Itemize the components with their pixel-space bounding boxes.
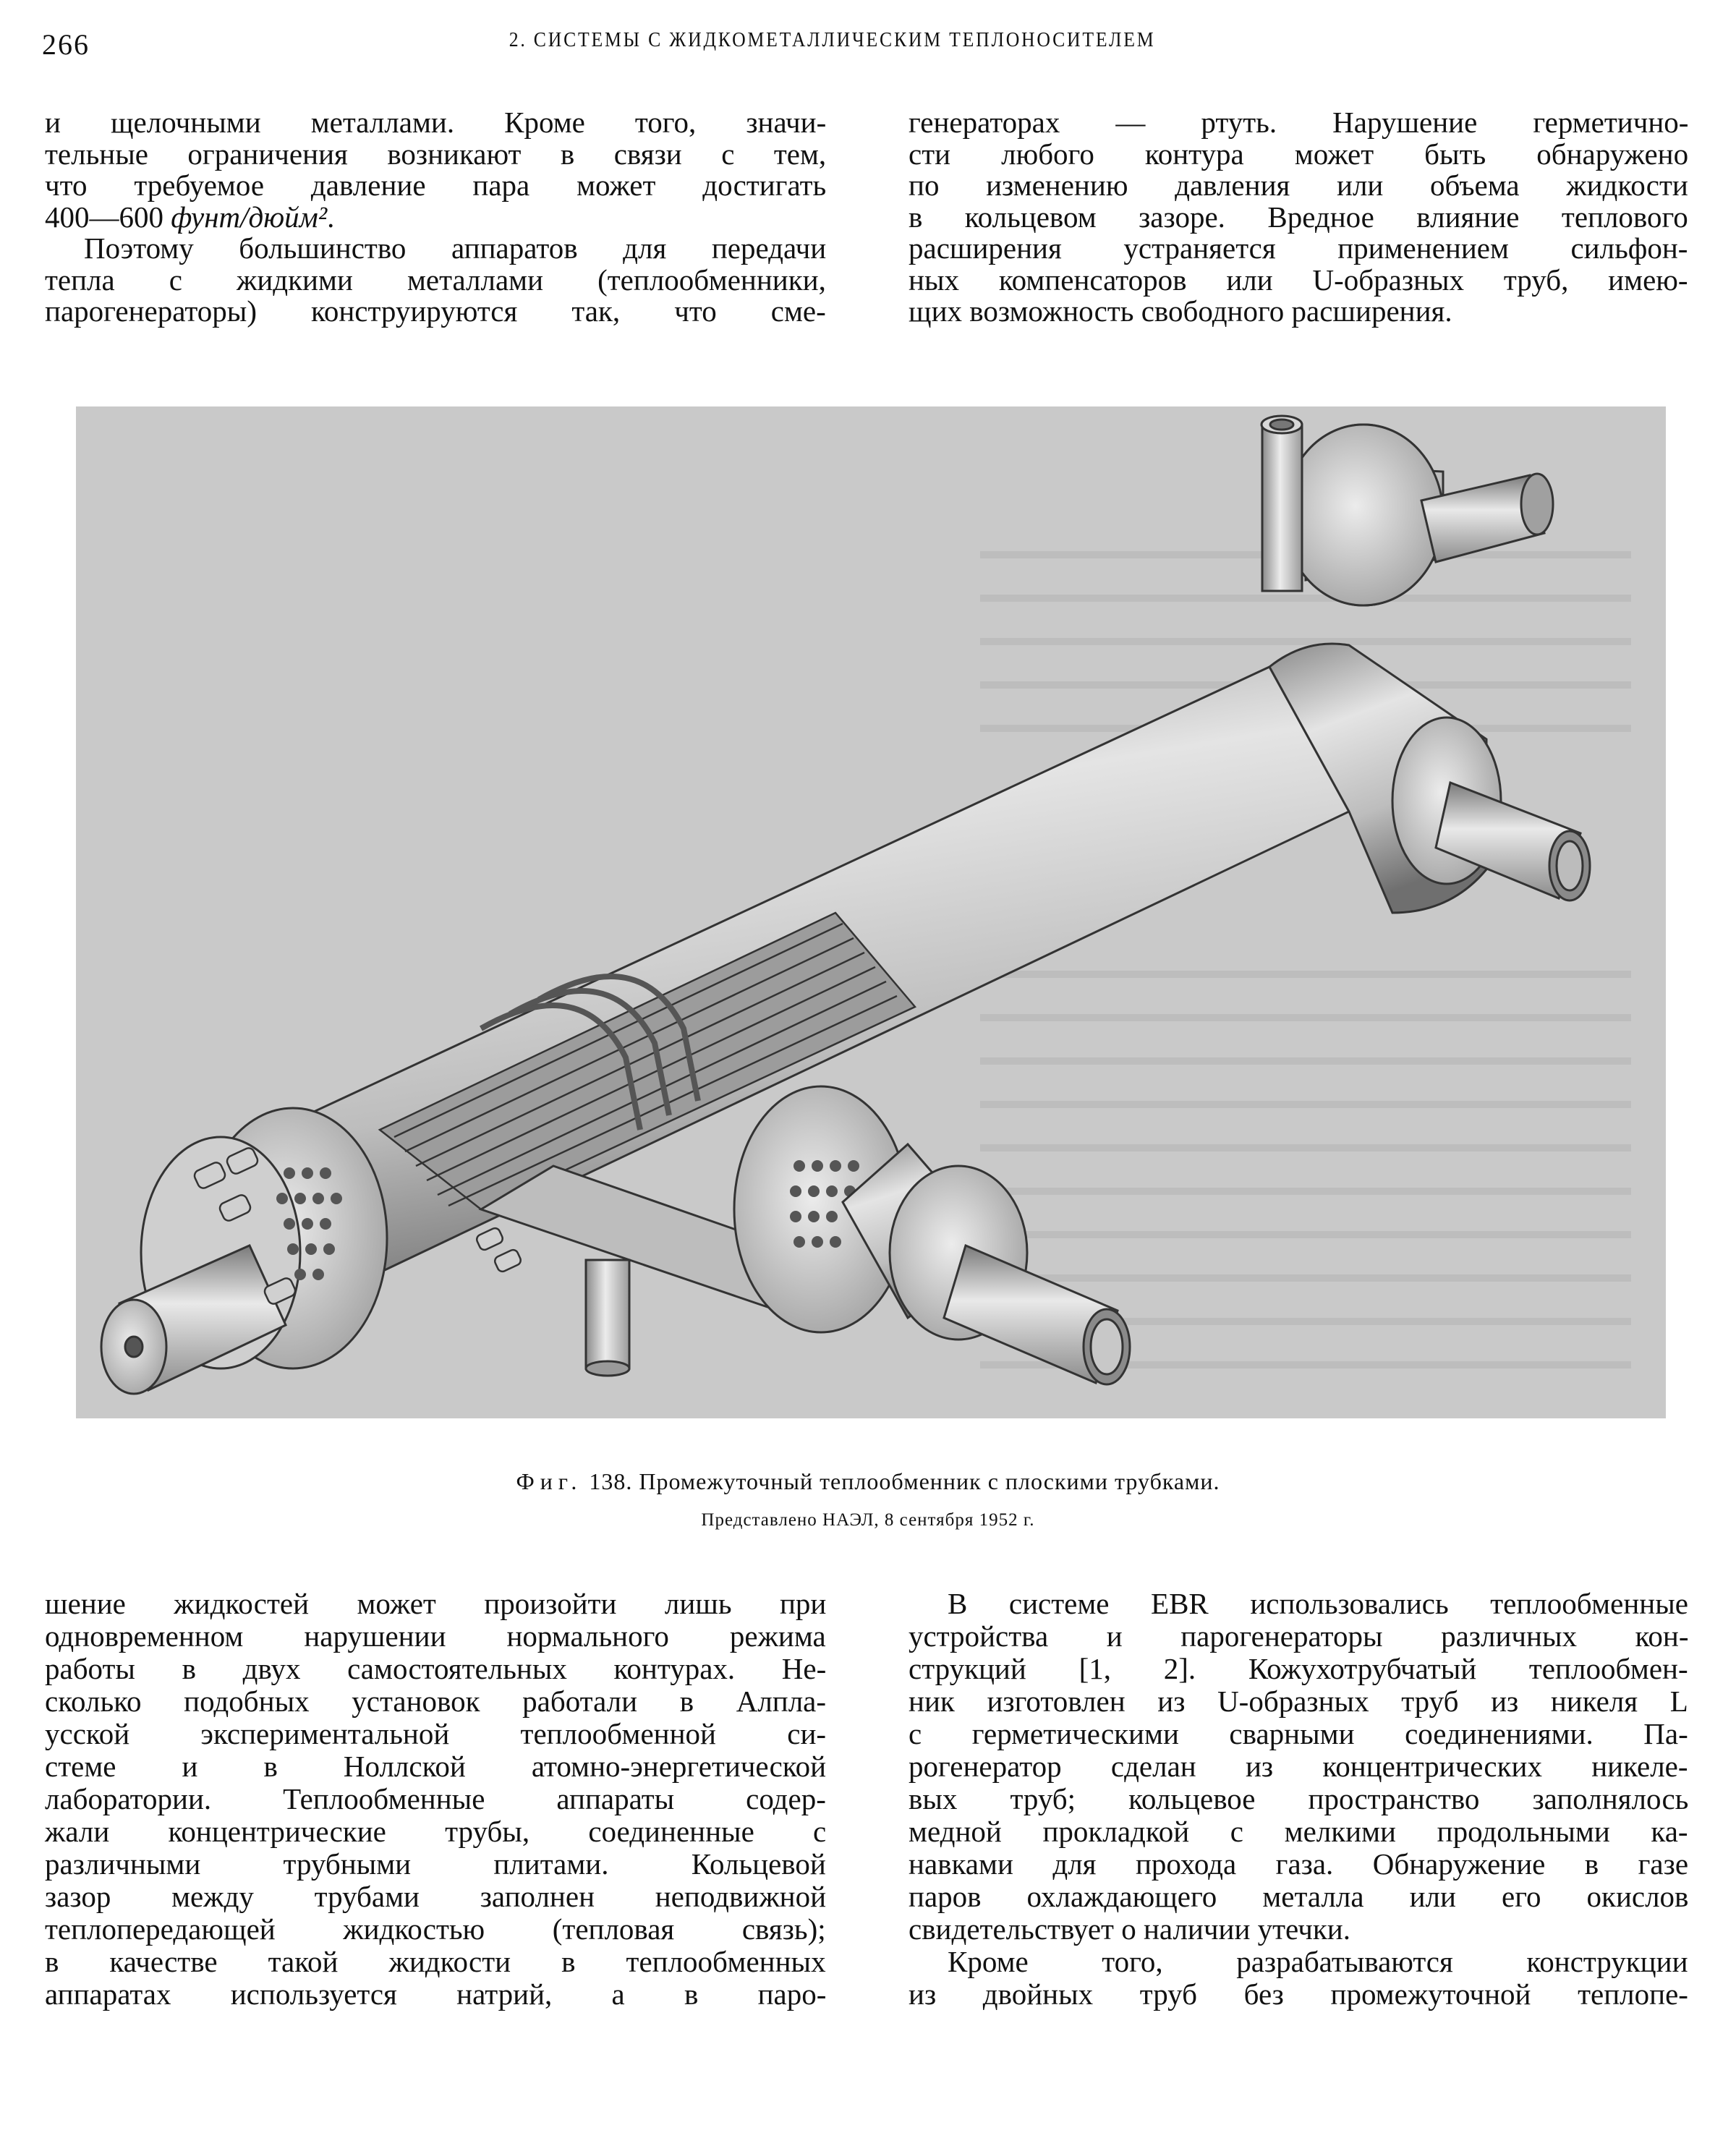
page-number: 266 (42, 28, 90, 61)
text-line: устройства и парогенераторы различных кон- (909, 1619, 1689, 1653)
text-line: вых труб; кольцевое пространство заполнялось (909, 1782, 1689, 1815)
text-line: одновременном нарушении нормального режима (45, 1619, 826, 1653)
text-line: ных компенсаторов или U-образных труб, имею- (909, 263, 1688, 297)
text-line: по изменению давления или объема жидкости (909, 169, 1688, 202)
text-line: усской экспериментальной теплообменной си- (45, 1717, 827, 1750)
text-line: Поэтому большинство аппаратов для передачи (84, 231, 827, 265)
bottom-drain-pipe (586, 1260, 629, 1376)
text-line: ник изготовлен из U-образных труб из никеля L (909, 1685, 1688, 1718)
pressure-value: 400—600 (45, 200, 163, 234)
text-line: струкций [1, 2]. Кожухотрубчатый теплообмен- (909, 1652, 1688, 1685)
text-line (45, 202, 826, 234)
text-line: навками для прохода газа. Обнаружение в газе (909, 1847, 1689, 1881)
text-line: и щелочными металлами. Кроме того, значи- (45, 106, 827, 139)
text-line: из двойных труб без промежуточной теплопе- (909, 1977, 1688, 2011)
text-line: генераторах — ртуть. Нарушение герметично- (909, 106, 1689, 139)
text-line: тепла с жидкими металлами (теплообменники, (45, 263, 826, 297)
text-line: сколько подобных установок работали в Алпла- (45, 1685, 827, 1718)
figure-heat-exchanger (76, 406, 1666, 1418)
text-line: сти любого контура может быть обнаружено (909, 137, 1689, 171)
text-line: стеме и в Ноллской атомно-энергетической (45, 1750, 827, 1783)
text-line: свидетельствует о наличии утечки. (909, 1912, 1350, 1946)
figure-label: Фиг. (516, 1468, 583, 1494)
text-line: шение жидкостей может произойти лишь при (45, 1587, 827, 1620)
text-line: расширения устраняется применением сильфон- (909, 231, 1688, 265)
text-line: В системе EBR использовались теплообменные (948, 1587, 1688, 1620)
text-line: с герметическими сварными соединениями. Па- (909, 1717, 1688, 1750)
top-left-column (45, 107, 826, 328)
text-line: щих возможность свободного расширения. (909, 294, 1452, 328)
figure-credit: Представлено НАЭЛ, 8 сентября 1952 г. (701, 1510, 1035, 1530)
text-line: в кольцевом зазоре. Вредное влияние теплового (909, 200, 1688, 234)
text-line: зазор между трубами заполнен неподвижной (45, 1880, 827, 1913)
text-line: аппаратах используется натрий, а в паро- (45, 1977, 827, 2011)
running-head: 2. СИСТЕМЫ С ЖИДКОМЕТАЛЛИЧЕСКИМ ТЕПЛОНОСИТЕЛЕМ (509, 29, 1156, 51)
text-line: работы в двух самостоятельных контурах. Не- (45, 1652, 827, 1685)
text-line: лаборатории. Теплообменные аппараты содер- (45, 1782, 826, 1815)
vertical-vent-pipe (1261, 416, 1302, 591)
text-line: различными трубными плитами. Кольцевой (45, 1847, 826, 1881)
text-line: в качестве такой жидкости в теплообменных (45, 1945, 826, 1978)
figure-title: 138. Промежуточный теплообменник с плоскими трубками. (589, 1468, 1220, 1494)
text-line: парогенераторы) конструируются так, что сме- (45, 294, 826, 328)
text-line: тельные ограничения возникают в связи с тем, (45, 137, 827, 171)
bottom-right-column (909, 1588, 1688, 2011)
bottom-left-column (45, 1588, 826, 2011)
text-line: теплопередающей жидкостью (тепловая связь); (45, 1912, 826, 1946)
top-right-column (909, 107, 1688, 328)
sentence-end: . (327, 200, 335, 234)
text-line: Кроме того, разрабатываются конструкции (948, 1945, 1688, 1978)
text-line: жали концентрические трубы, соединенные с (45, 1815, 827, 1848)
pressure-unit: фунт/дюйм² (171, 200, 328, 234)
heat-exchanger-illustration (76, 406, 1666, 1418)
text-line: медной прокладкой с мелкими продольными ка- (909, 1815, 1688, 1848)
figure-caption (0, 1468, 1736, 1495)
text-line: паров охлаждающего металла или его окислов (909, 1880, 1689, 1913)
text-line: что требуемое давление пара может достигать (45, 169, 827, 202)
text-line: рогенератор сделан из концентрических никеле- (909, 1750, 1688, 1783)
